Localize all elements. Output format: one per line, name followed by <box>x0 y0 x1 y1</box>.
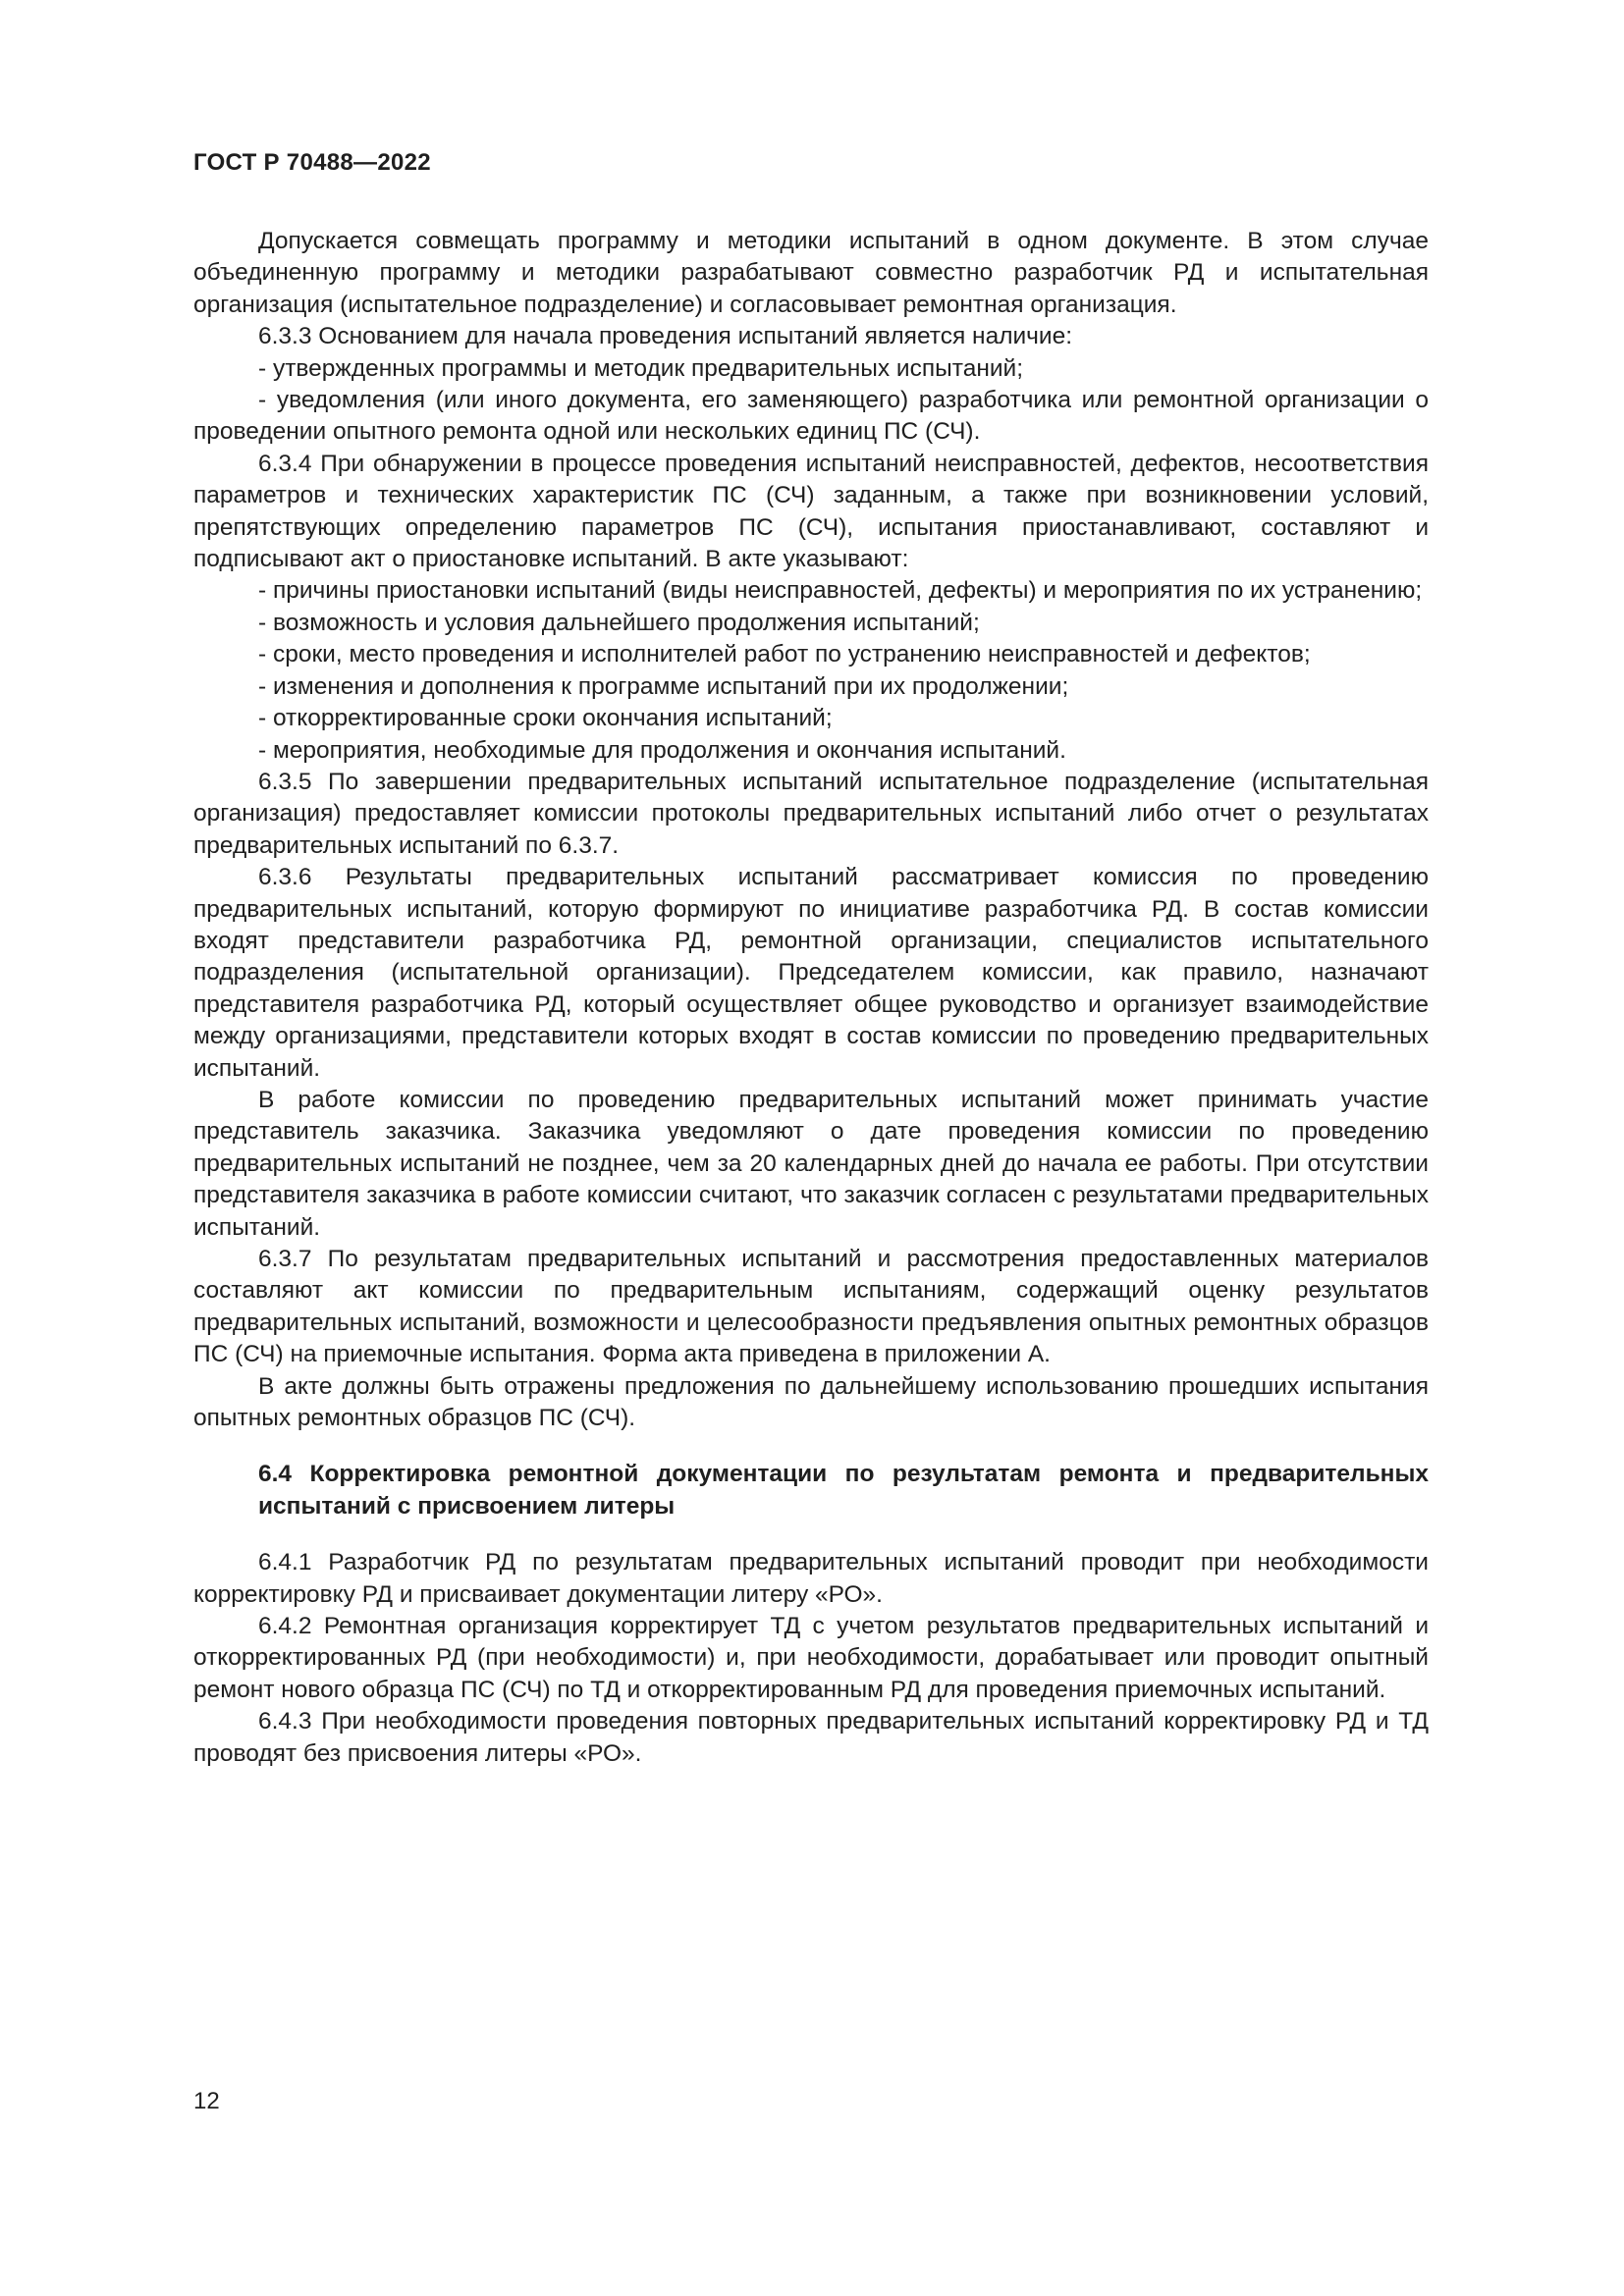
standard-code-header: ГОСТ Р 70488—2022 <box>193 149 431 176</box>
list-item: - изменения и дополнения к программе испытаний при их продолжении; <box>258 672 1069 700</box>
document-body <box>193 226 1429 1770</box>
list-item: - утвержденных программы и методик предварительных испытаний; <box>258 354 1024 382</box>
paragraph-6-4-2: 6.4.2 Ремонтная организация корректирует ТД с учетом результатов предварительных испытаний и откорректированных РД (при необходимости) и, при необходимости, дорабатывает или проводит опытный ремонт нового образца ПС (СЧ) по ТД и откорректированным РД для проведения приемочных испытаний. <box>193 1613 1429 1703</box>
list-item: - возможность и условия дальнейшего продолжения испытаний; <box>258 609 980 636</box>
paragraph-6-3-5: 6.3.5 По завершении предварительных испытаний испытательное подразделение (испытательная организация) предоставляет комиссии протоколы предварительных испытаний либо отчет о результатах предварительных испытаний по 6.3.7. <box>193 768 1429 859</box>
section-heading-6-4: 6.4 Корректировка ремонтной документации по результатам ремонта и предварительных испытаний с присвоением литеры <box>258 1461 1429 1520</box>
paragraph: В акте должны быть отражены предложения по дальнейшему использованию прошедших испытания опытных ремонтных образцов ПС (СЧ). <box>193 1372 1429 1432</box>
paragraph-6-3-4: 6.3.4 При обнаружении в процессе проведения испытаний неисправностей, дефектов, несоответствия параметров и технических характеристик ПС (СЧ) заданным, а также при возникновении условий, препятствующих определению параметров ПС (СЧ), испытания приостанавливают, составляют и подписывают акт о приостановке испытаний. В акте указывают: <box>193 450 1429 573</box>
list-item: - откорректированные сроки окончания испытаний; <box>258 705 833 732</box>
list-item: - сроки, место проведения и исполнителей работ по устранению неисправностей и дефектов; <box>258 641 1311 668</box>
paragraph-6-3-7: 6.3.7 По результатам предварительных испытаний и рассмотрения предоставленных материалов составляют акт комиссии по предварительным испытаниям, содержащий оценку результатов предварительных испытаний, возможности и целесообразности предъявления опытных ремонтных образцов ПС (СЧ) на приемочные испытания. Форма акта приведена в приложении А. <box>193 1246 1429 1368</box>
paragraph-6-4-1: 6.4.1 Разработчик РД по результатам предварительных испытаний проводит при необходимости корректировку РД и присваивает документации литеру «РО». <box>193 1549 1429 1608</box>
paragraph-6-4-3: 6.4.3 При необходимости проведения повторных предварительных испытаний корректировку РД и ТД проводят без присвоения литеры «РО». <box>193 1708 1429 1767</box>
paragraph: В работе комиссии по проведению предварительных испытаний может принимать участие представитель заказчика. Заказчика уведомляют о дате проведения комиссии по проведению предварительных испытаний не позднее, чем за 20 календарных дней до начала ее работы. При отсутствии представителя заказчика в работе комиссии считают, что заказчик согласен с результатами предварительных испытаний. <box>193 1086 1429 1241</box>
paragraph: Допускается совмещать программу и методики испытаний в одном документе. В этом случае объединенную программу и методики разрабатывают совместно разработчик РД и испытательная организация (испытательное подразделение) и согласовывает ремонтная организация. <box>193 228 1429 318</box>
list-item: - причины приостановки испытаний (виды неисправностей, дефекты) и мероприятия по их устранению; <box>258 577 1423 605</box>
paragraph-6-3-6: 6.3.6 Результаты предварительных испытаний рассматривает комиссия по проведению предварительных испытаний, которую формируют по инициативе разработчика РД. В состав комиссии входят представители разработчика РД, ремонтной организации, специалистов испытательного подразделения (испытательной организации). Председателем комиссии, как правило, назначают представителя разработчика РД, который осуществляет общее руководство и организует взаимодействие между организациями, представители которых входят в состав комиссии по проведению предварительных испытаний. <box>193 864 1429 1082</box>
list-item: - мероприятия, необходимые для продолжения и окончания испытаний. <box>258 736 1066 764</box>
paragraph-6-3-3: 6.3.3 Основанием для начала проведения испытаний является наличие: <box>258 323 1073 350</box>
list-item: - уведомления (или иного документа, его заменяющего) разработчика или ремонтной организации о проведении опытного ремонта одной или нескольких единиц ПС (СЧ). <box>193 387 1429 446</box>
page-number: 12 <box>193 2088 220 2114</box>
